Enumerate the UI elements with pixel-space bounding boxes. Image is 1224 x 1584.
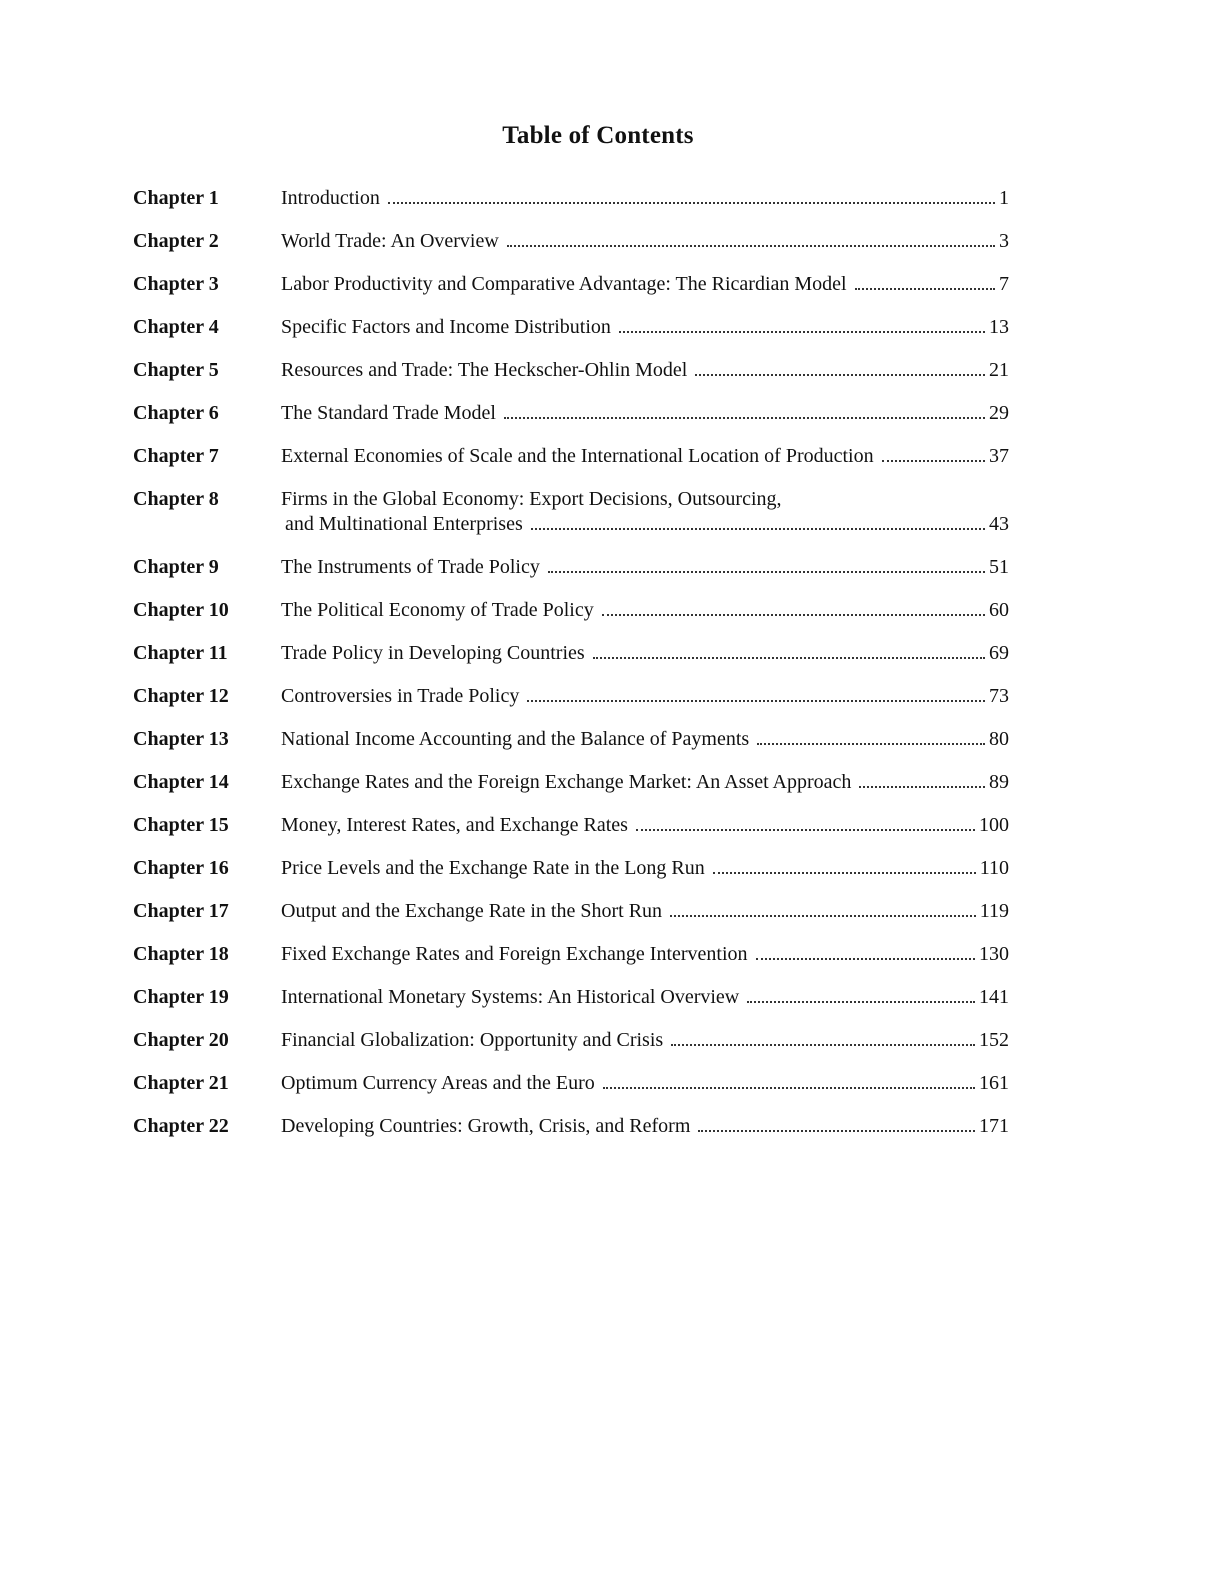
- chapter-number: Chapter 22: [133, 1115, 229, 1137]
- page-number: 29: [989, 402, 1009, 424]
- chapter-number: Chapter 13: [133, 728, 229, 750]
- chapter-number: Chapter 7: [133, 445, 219, 467]
- dot-leader: [670, 915, 976, 917]
- chapter-title: Introduction: [281, 187, 380, 209]
- dot-leader: [507, 245, 995, 247]
- chapter-number: Chapter 2: [133, 230, 219, 252]
- dot-leader: [882, 460, 985, 462]
- chapter-title: Developing Countries: Growth, Crisis, and Reform: [281, 1115, 691, 1137]
- dot-leader: [855, 288, 995, 290]
- toc-entry: [133, 272, 1009, 297]
- chapter-title: The Instruments of Trade Policy: [281, 556, 540, 578]
- chapter-title: Financial Globalization: Opportunity and Crisis: [281, 1029, 664, 1051]
- chapter-number: Chapter 5: [133, 359, 219, 381]
- toc-entry: [133, 229, 1009, 254]
- chapter-number: Chapter 1: [133, 187, 219, 209]
- chapter-number: Chapter 9: [133, 556, 219, 578]
- chapter-title: Labor Productivity and Comparative Advantage: The Ricardian Model: [281, 273, 847, 295]
- dot-leader: [698, 1130, 975, 1132]
- toc-entry: [133, 856, 1009, 881]
- toc-entry: [133, 899, 1009, 924]
- dot-leader: [747, 1001, 975, 1003]
- toc-entry: [133, 985, 1009, 1010]
- chapter-title: Specific Factors and Income Distribution: [281, 316, 611, 338]
- page-number: 152: [979, 1029, 1009, 1051]
- toc-entry: [133, 1114, 1009, 1139]
- toc-entry: [133, 315, 1009, 340]
- page-title: Table of Contents: [502, 122, 694, 149]
- chapter-number: Chapter 15: [133, 814, 229, 836]
- chapter-number: Chapter 17: [133, 900, 229, 922]
- dot-leader: [527, 700, 985, 702]
- chapter-number: Chapter 11: [133, 642, 228, 664]
- dot-leader: [593, 657, 985, 659]
- page-number: 51: [989, 556, 1009, 578]
- page-number: 110: [979, 857, 1009, 879]
- chapter-number: Chapter 14: [133, 771, 229, 793]
- chapter-title: The Standard Trade Model: [281, 402, 496, 424]
- chapter-number: Chapter 21: [133, 1072, 229, 1094]
- chapter-title: Optimum Currency Areas and the Euro: [281, 1072, 595, 1094]
- page-number: 43: [989, 513, 1009, 535]
- dot-leader: [603, 1087, 975, 1089]
- dot-leader: [548, 571, 985, 573]
- page-number: 60: [989, 599, 1009, 621]
- dot-leader: [713, 872, 976, 874]
- dot-leader: [757, 743, 985, 745]
- chapter-title: Money, Interest Rates, and Exchange Rates: [281, 814, 628, 836]
- chapter-number: Chapter 4: [133, 316, 219, 338]
- dot-leader: [695, 374, 985, 376]
- toc-entry: [133, 684, 1009, 709]
- chapter-title: World Trade: An Overview: [281, 230, 499, 252]
- chapter-number: Chapter 20: [133, 1029, 229, 1051]
- toc-entry: [133, 444, 1009, 469]
- page-number: 7: [999, 273, 1009, 295]
- page-number: 1: [999, 187, 1009, 209]
- toc-entry: [133, 727, 1009, 752]
- page-number: 100: [979, 814, 1009, 836]
- dot-leader: [531, 528, 985, 530]
- toc-entry: [133, 358, 1009, 383]
- chapter-title: External Economies of Scale and the International Location of Production: [281, 445, 874, 467]
- table-of-contents: [133, 186, 1009, 1157]
- chapter-title: International Monetary Systems: An Historical Overview: [281, 986, 740, 1008]
- dot-leader: [756, 958, 975, 960]
- toc-entry: [133, 186, 1009, 211]
- toc-entry: [133, 1071, 1009, 1096]
- toc-entry: [133, 487, 1009, 537]
- page-number: 73: [989, 685, 1009, 707]
- page-number: 119: [979, 900, 1009, 922]
- toc-entry: [133, 598, 1009, 623]
- chapter-number: Chapter 6: [133, 402, 219, 424]
- page-number: 89: [989, 771, 1009, 793]
- chapter-title: Exchange Rates and the Foreign Exchange Market: An Asset Approach: [281, 771, 852, 793]
- chapter-number: Chapter 3: [133, 273, 219, 295]
- page-number: 69: [989, 642, 1009, 664]
- dot-leader: [602, 614, 985, 616]
- chapter-number: Chapter 16: [133, 857, 229, 879]
- dot-leader: [504, 417, 985, 419]
- chapter-title: Trade Policy in Developing Countries: [281, 642, 585, 664]
- chapter-number: Chapter 8: [133, 488, 219, 510]
- chapter-title: The Political Economy of Trade Policy: [281, 599, 594, 621]
- chapter-number: Chapter 12: [133, 685, 229, 707]
- chapter-title: Price Levels and the Exchange Rate in the Long Run: [281, 857, 705, 879]
- chapter-title: Controversies in Trade Policy: [281, 685, 520, 707]
- dot-leader: [859, 786, 985, 788]
- chapter-number: Chapter 10: [133, 599, 229, 621]
- toc-entry: [133, 401, 1009, 426]
- page-number: 161: [979, 1072, 1009, 1094]
- page-number: 171: [979, 1115, 1009, 1137]
- dot-leader: [671, 1044, 975, 1046]
- chapter-title: Fixed Exchange Rates and Foreign Exchange Intervention: [281, 943, 748, 965]
- toc-entry: [133, 641, 1009, 666]
- toc-entry: [133, 555, 1009, 580]
- dot-leader: [388, 202, 995, 204]
- toc-entry: [133, 942, 1009, 967]
- toc-entry: [133, 813, 1009, 838]
- chapter-title-line-2: and Multinational Enterprises: [285, 513, 523, 535]
- chapter-title: Resources and Trade: The Heckscher-Ohlin Model: [281, 359, 688, 381]
- dot-leader: [636, 829, 975, 831]
- chapter-title-line-1: Firms in the Global Economy: Export Decisions, Outsourcing,: [281, 488, 782, 510]
- page-number: 3: [999, 230, 1009, 252]
- page-number: 13: [989, 316, 1009, 338]
- chapter-number: Chapter 19: [133, 986, 229, 1008]
- page-number: 80: [989, 728, 1009, 750]
- chapter-number: Chapter 18: [133, 943, 229, 965]
- page-number: 21: [989, 359, 1009, 381]
- toc-entry: [133, 770, 1009, 795]
- chapter-title: Output and the Exchange Rate in the Short Run: [281, 900, 663, 922]
- dot-leader: [619, 331, 985, 333]
- page-number: 141: [979, 986, 1009, 1008]
- page-number: 37: [989, 445, 1009, 467]
- chapter-title: National Income Accounting and the Balance of Payments: [281, 728, 750, 750]
- toc-entry: [133, 1028, 1009, 1053]
- page-number: 130: [979, 943, 1009, 965]
